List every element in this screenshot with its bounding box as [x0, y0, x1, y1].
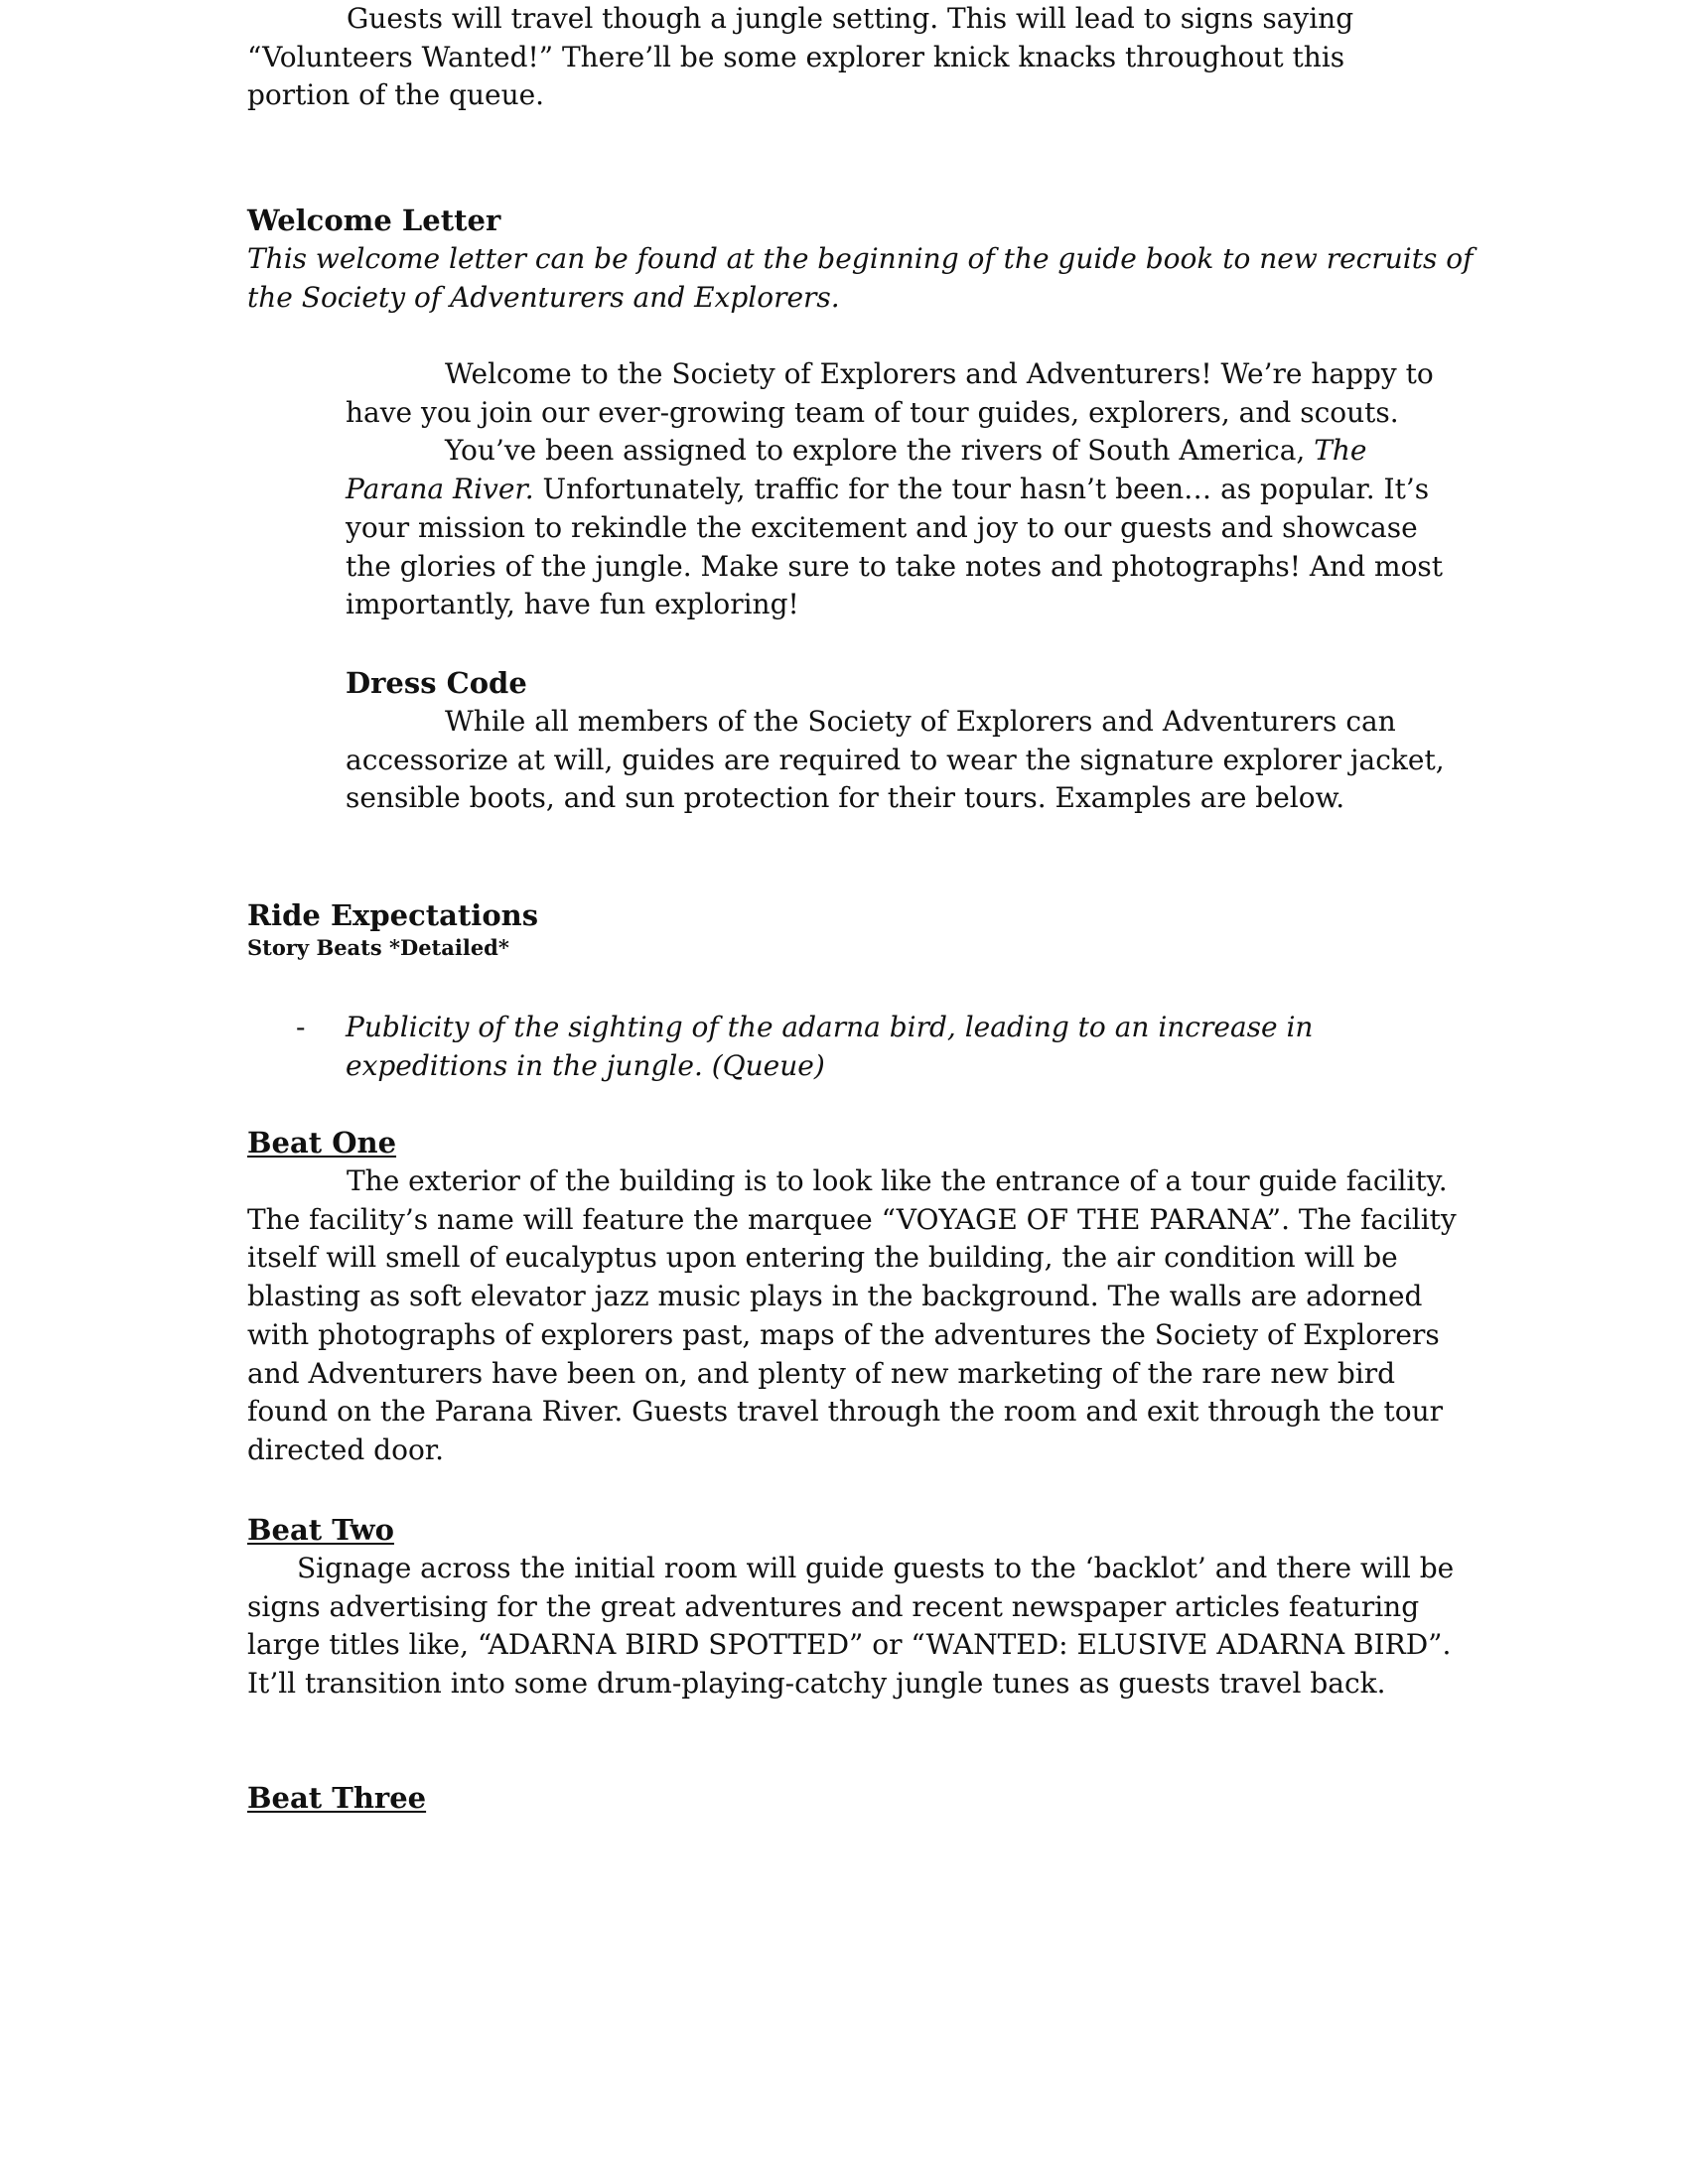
- beat-three-heading: Beat Three: [247, 1781, 427, 1815]
- welcome-letter-intro: This welcome letter can be found at the beginning of the guide book to new recruits of the Society of Adventurers and Explorers.: [247, 242, 1474, 314]
- welcome-letter-body: [346, 355, 1448, 624]
- beat-three-paragraph: Guests will travel though a jungle setting. This will lead to signs saying “Volunteers Wanted!” There’ll be some explorer knick knacks throughout this portion of the queue.: [247, 2, 1354, 112]
- ride-expectations-heading: Ride Expectations: [247, 898, 539, 932]
- letter-paragraph-2: [346, 432, 1448, 624]
- dress-code-body: [346, 703, 1448, 818]
- dress-code-paragraph: While all members of the Society of Explorers and Adventurers can accessorize at will, guides are required to wear the signature explorer jacket, sensible boots, and sun protection for their tours. Examples are below.: [346, 705, 1445, 815]
- letter-paragraph-2-end: Unfortunately, traffic for the tour hasn’t been… as popular. It’s your mission to rekindle the excitement and joy to our guests and showcase the glories of the jungle. Make sure to take notes and photographs! And most importantly, have fun exploring!: [346, 473, 1444, 621]
- beat-two-heading: Beat Two: [247, 1513, 394, 1547]
- bullet-item: Publicity of the sighting of the adarna bird, leading to an increase in expeditions in the jungle. (Queue): [346, 1011, 1314, 1082]
- beat-one-body: [247, 1162, 1478, 1470]
- beat-two-paragraph: Signage across the initial room will guide guests to the ‘backlot’ and there will be signs advertising for the great adventures and recent newspaper articles featuring large titles like, “ADARNA BIRD SPOTTED” or “WANTED: ELUSIVE ADARNA BIRD”. It’ll transition into some drum-playing-catchy jungle tunes as guests travel back.: [247, 1552, 1455, 1701]
- beat-two-body: [247, 1550, 1478, 1704]
- bullet-dash: -: [296, 1011, 306, 1043]
- letter-paragraph-2-start: You’ve been assigned to explore the rivers of South America,: [445, 434, 1315, 468]
- letter-paragraph-1: Welcome to the Society of Explorers and Adventurers! We’re happy to have you join our ever-growing team of tour guides, explorers, and scouts.: [346, 357, 1434, 429]
- beat-one-heading: Beat One: [247, 1126, 397, 1160]
- story-beats-subheading: Story Beats *Detailed*: [247, 935, 509, 960]
- beat-one-paragraph: The exterior of the building is to look like the entrance of a tour guide facility. The facility’s name will feature the marquee “VOYAGE OF THE PARANA”. The facility itself will smell of eucalyptus upon entering the building, the air condition will be blasting as soft elevator jazz music plays in the background. The walls are adorned with photographs of explorers past, maps of the adventures the Society of Explorers and Adventurers have been on, and plenty of new marketing of the rare new bird found on the Parana River. Guests travel through the room and exit through the tour directed door.: [247, 1164, 1457, 1466]
- welcome-letter-heading: Welcome Letter: [247, 204, 501, 237]
- dress-code-heading: Dress Code: [346, 666, 527, 700]
- beat-three-body: [247, 0, 1439, 115]
- river-name: The Parana River.: [346, 434, 1367, 506]
